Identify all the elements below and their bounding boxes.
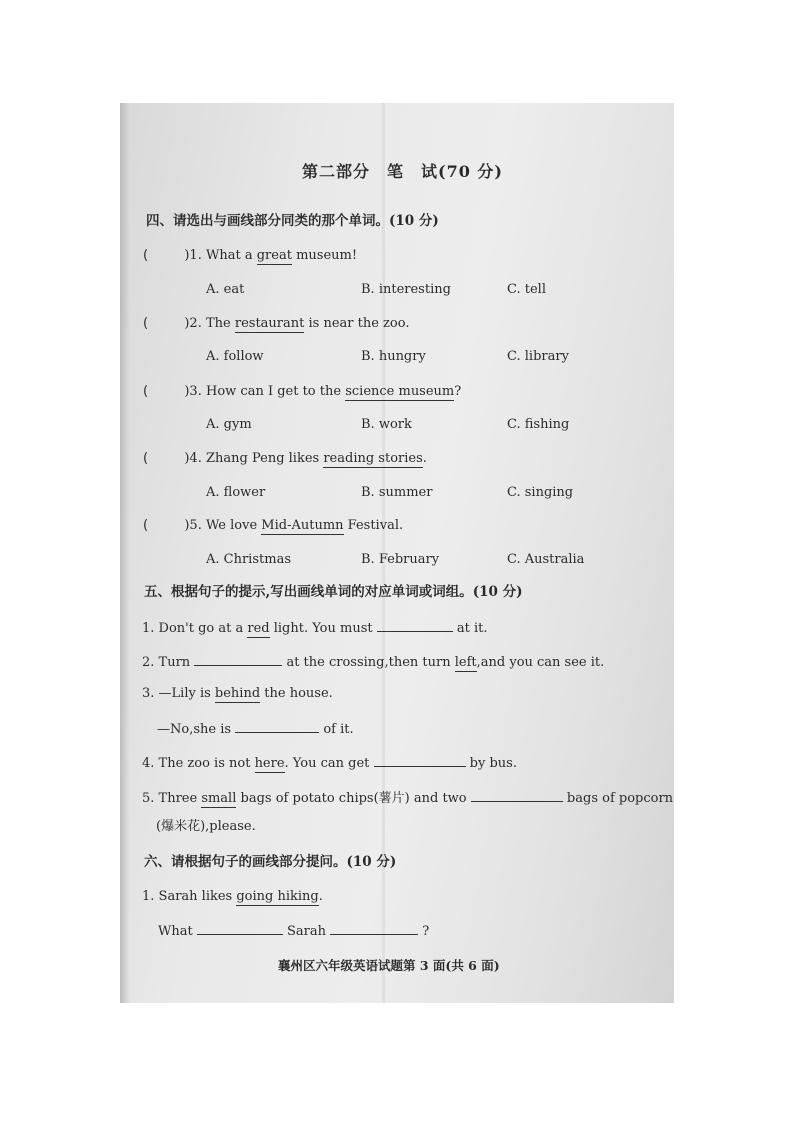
underlined-word: going hiking	[236, 889, 319, 904]
option-c: C. fishing	[507, 417, 570, 432]
answer-blank[interactable]	[197, 922, 283, 935]
question-pre: 1. Sarah likes	[142, 889, 237, 904]
answer-paren: (	[143, 248, 149, 263]
question-4-3	[143, 384, 461, 400]
question-mid: at the crossing,then turn	[286, 655, 455, 670]
underlined-word: small	[201, 791, 237, 806]
option-b: B. interesting	[361, 282, 451, 297]
answer-blank[interactable]	[377, 619, 453, 632]
option-b: B. work	[361, 417, 412, 432]
underlined-word: restaurant	[234, 316, 305, 331]
answer-paren: (	[143, 384, 149, 399]
question-post: ,and you can see it.	[476, 655, 605, 670]
underlined-word: here	[254, 756, 285, 771]
question-pre: We love	[205, 518, 262, 533]
section-5-heading: 五、根据句子的提示,写出画线单词的对应单词或词组。(10 分)	[144, 584, 523, 600]
question-mid: bags of potato chips(薯片) and two	[236, 791, 467, 806]
page-title: 第二部分 笔 试(70 分)	[302, 162, 503, 181]
question-post: is near the zoo.	[304, 316, 410, 331]
question-5-1	[142, 619, 488, 637]
question-post: ?	[454, 384, 462, 399]
question-4-1	[143, 248, 357, 264]
answer-paren: (	[143, 518, 149, 533]
answer-blank[interactable]	[194, 653, 282, 666]
question-mid: light. You must	[269, 621, 373, 636]
question-5-4	[142, 754, 517, 772]
question-post: the house.	[260, 686, 333, 701]
answer-blank[interactable]	[471, 789, 563, 802]
option-b: B. hungry	[361, 349, 426, 364]
answer-blank[interactable]	[330, 922, 418, 935]
section-6-heading: 六、请根据句子的画线部分提问。(10 分)	[144, 854, 397, 870]
answer-paren: (	[143, 316, 149, 331]
question-post: Festival.	[343, 518, 404, 533]
answer-blank[interactable]	[374, 754, 466, 767]
question-6-1	[142, 889, 323, 905]
underlined-word: science museum	[345, 384, 455, 399]
question-number: )2.	[184, 316, 202, 331]
question-post: by bus.	[469, 756, 517, 771]
question-pre: 3. —Lily is	[142, 686, 215, 701]
underlined-word: red	[247, 621, 270, 636]
option-b: B. summer	[361, 485, 433, 500]
question-4-4	[143, 451, 427, 467]
page-footer: 襄州区六年级英语试题第 3 面(共 6 面)	[278, 958, 500, 973]
question-5-3a	[142, 686, 333, 702]
underlined-word: great	[256, 248, 292, 263]
question-pre: 5. Three	[142, 791, 202, 806]
answer-word-what: What	[158, 924, 193, 939]
section-4-heading: 四、请选出与画线部分同类的那个单词。(10 分)	[146, 213, 439, 229]
question-pre: 4. The zoo is not	[142, 756, 255, 771]
question-5-2	[142, 653, 604, 671]
option-a: A. eat	[206, 282, 245, 297]
question-pre: —No,she is	[157, 722, 232, 737]
underlined-word: left	[454, 655, 477, 670]
question-post: .	[318, 889, 323, 904]
option-c: C. library	[507, 349, 569, 364]
exam-paper	[120, 103, 674, 1003]
underlined-word: Mid-Autumn	[261, 518, 344, 533]
option-a: A. follow	[206, 349, 264, 364]
question-pre: The	[205, 316, 235, 331]
question-post: at it.	[456, 621, 488, 636]
question-4-2	[143, 316, 409, 332]
option-a: A. gym	[206, 417, 252, 432]
question-4-5	[143, 518, 403, 534]
option-b: B. February	[361, 552, 440, 567]
answer-paren: (	[143, 451, 149, 466]
question-post: museum!	[291, 248, 358, 263]
question-number: )1.	[184, 248, 202, 263]
question-post: of it.	[323, 722, 354, 737]
option-a: A. Christmas	[206, 552, 291, 567]
question-mid: . You can get	[284, 756, 370, 771]
question-number: )3.	[184, 384, 202, 399]
question-pre: 1. Don't go at a	[142, 621, 248, 636]
underlined-word: behind	[214, 686, 261, 701]
option-c: C. tell	[507, 282, 546, 297]
underlined-word: reading stories	[323, 451, 423, 466]
question-post: bags of popcorn	[566, 791, 674, 806]
question-number: )4.	[184, 451, 202, 466]
question-pre: Zhang Peng likes	[205, 451, 324, 466]
option-c: C. Australia	[507, 552, 585, 567]
option-c: C. singing	[507, 485, 574, 500]
question-5-5a	[142, 789, 673, 807]
answer-word-sarah: Sarah	[287, 924, 326, 939]
question-pre: How can I get to the	[205, 384, 346, 399]
question-post: .	[422, 451, 427, 466]
question-number: )5.	[184, 518, 202, 533]
question-6-1-answer	[158, 922, 429, 940]
question-mark: ?	[422, 924, 430, 939]
question-pre: What a	[205, 248, 257, 263]
question-pre: 2. Turn	[142, 655, 191, 670]
question-5-5b: (爆米花),please.	[156, 819, 256, 834]
answer-blank[interactable]	[235, 720, 319, 733]
option-a: A. flower	[206, 485, 266, 500]
question-5-3b	[157, 720, 354, 738]
